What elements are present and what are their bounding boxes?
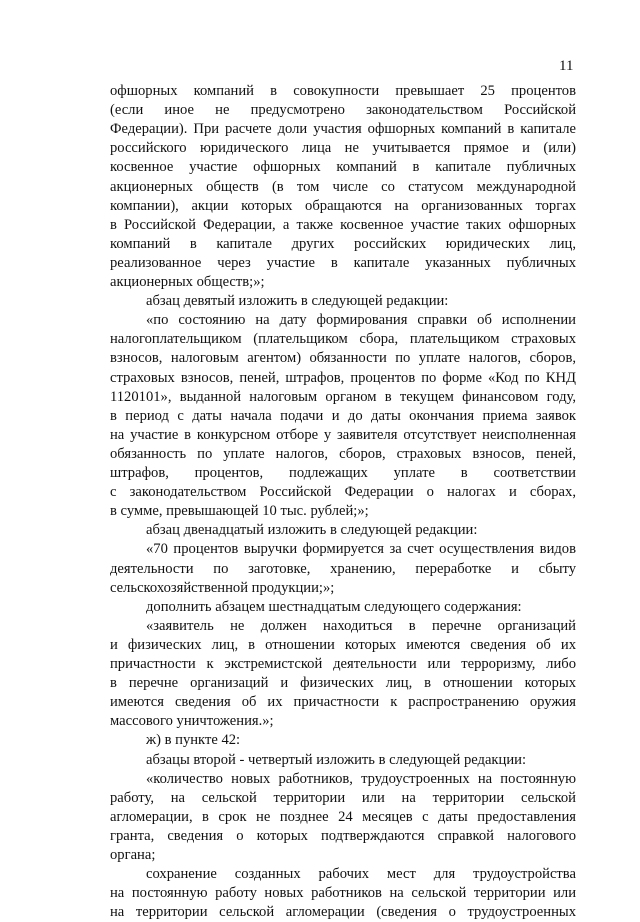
text-line: с законодательством Российской Федерации о налогах и сборах, bbox=[110, 484, 576, 501]
text-line: российского юридического лица не учитывается прямое и (или) bbox=[110, 140, 576, 157]
text-line: сельскохозяйственной продукции;»; bbox=[110, 579, 335, 596]
text-line: абзац двенадцатый изложить в следующей редакции: bbox=[146, 522, 478, 539]
text-line: в период с даты начала подачи и до даты окончания приема заявок bbox=[110, 407, 576, 424]
text-line: сохранение созданных рабочих мест для трудоустройства bbox=[146, 866, 576, 883]
text-line: компаний в капитале других российских юридических лиц, bbox=[110, 235, 576, 252]
text-line: абзац девятый изложить в следующей редакции: bbox=[146, 293, 449, 310]
text-line: (если иное не предусмотрено законодательством Российской bbox=[110, 102, 576, 119]
text-line: на участие в конкурсном отборе у заявителя отсутствует неисполненная bbox=[110, 426, 576, 443]
text-line: массового уничтожения.»; bbox=[110, 713, 274, 730]
text-line: в сумме, превышающей 10 тыс. рублей;»; bbox=[110, 503, 369, 520]
text-line: агломерации, в срок не позднее 24 месяцев с даты предоставления bbox=[110, 808, 576, 825]
text-line: деятельности по заготовке, хранению, переработке и сбыту bbox=[110, 560, 576, 577]
text-line: компании), акции которых обращаются на организованных торгах bbox=[110, 197, 576, 214]
text-line: на постоянную работу новых работников на сельской территории или bbox=[110, 885, 576, 902]
text-line: акционерных обществ (в том числе со статусом международной bbox=[110, 178, 576, 195]
text-line: органа; bbox=[110, 847, 156, 863]
text-line: дополнить абзацем шестнадцатым следующего содержания: bbox=[146, 598, 522, 615]
text-line: офшорных компаний в совокупности превышает 25 процентов bbox=[110, 83, 576, 99]
text-line: 1120101», выданной налоговым органом в текущем финансовом году, bbox=[110, 388, 576, 405]
text-line: в Российской Федерации, а также косвенное участие таких офшорных bbox=[110, 216, 576, 233]
text-line: работу, на сельской территории или на территории сельской bbox=[110, 789, 576, 806]
text-line: страховых взносов, пеней, штрафов, процентов по форме «Код по КНД bbox=[110, 369, 576, 386]
text-line: ж) в пункте 42: bbox=[146, 732, 241, 749]
text-line: в перечне организаций и физических лиц, в отношении которых bbox=[110, 675, 576, 692]
text-line: «заявитель не должен находиться в перечне организаций bbox=[146, 617, 576, 634]
text-line: взносов, налоговым агентом) обязанности по уплате налогов, сборов, bbox=[110, 350, 576, 367]
text-line: обязанность по уплате налогов, сборов, страховых взносов, пеней, bbox=[110, 445, 576, 462]
text-line: «70 процентов выручки формируется за счет осуществления видов bbox=[146, 541, 576, 558]
text-line: имеются сведения об их причастности к распространению оружия bbox=[110, 694, 576, 711]
text-line: налогоплательщиком (плательщиком сбора, плательщиком страховых bbox=[110, 331, 576, 348]
page-number: 11 bbox=[559, 58, 574, 74]
text-line: штрафов, процентов, подлежащих уплате в соответствии bbox=[110, 465, 576, 481]
text-line: «по состоянию на дату формирования справки об исполнении bbox=[146, 312, 576, 329]
text-line: и физических лиц, в отношении которых имеются сведения об их bbox=[110, 636, 576, 653]
text-line: реализованное через участие в капитале указанных публичных bbox=[110, 254, 576, 271]
text-line: абзацы второй - четвертый изложить в следующей редакции: bbox=[146, 751, 527, 768]
text-line: на территории сельской агломерации (сведения о трудоустроенных bbox=[110, 904, 576, 921]
text-line: Федерации). При расчете доли участия офшорных компаний в капитале bbox=[110, 121, 576, 138]
text-line: гранта, сведения о которых подтверждаются справкой налогового bbox=[110, 827, 576, 844]
text-line: «количество новых работников, трудоустроенных на постоянную bbox=[146, 770, 576, 787]
text-line: акционерных обществ;»; bbox=[110, 274, 265, 290]
text-line: причастности к экстремистской деятельности или терроризму, либо bbox=[110, 656, 576, 672]
text-line: косвенное участие офшорных компаний в капитале публичных bbox=[110, 159, 576, 176]
